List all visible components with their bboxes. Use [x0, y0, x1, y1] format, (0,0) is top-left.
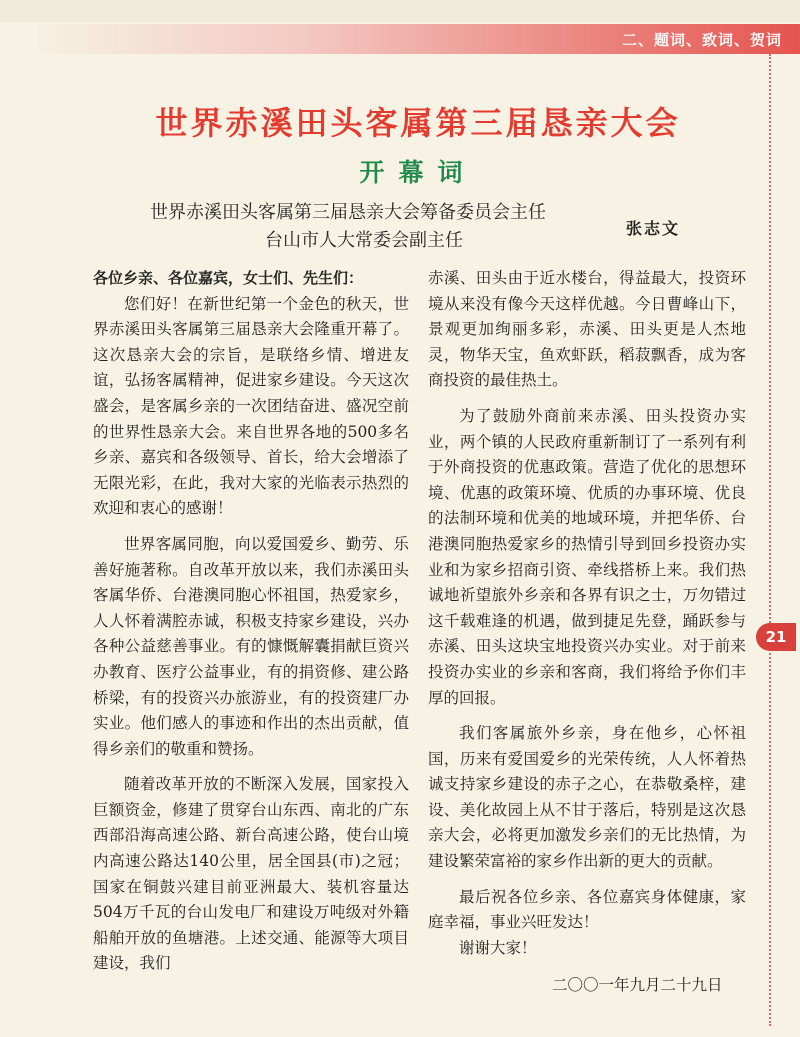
paragraph-1: 您们好！在新世纪第一个金色的秋天，世界赤溪田头客属第三届恳亲大会隆重开幕了。这次恳亲大会的宗旨，是联络乡情、增进友谊，弘扬客属精神，促进家乡建设。今天这次盛会，是客属乡亲的一次团结奋进、盛况空前的世界性恳亲大会。来自世界各地的500多名乡亲、嘉宾和各级领导、首长，给大会增添了无限光彩，在此，我对大家的光临表示热烈的欢迎和衷心的感谢！ — [93, 294, 409, 518]
section-label: 二、题词、致词、贺词 — [621, 31, 782, 49]
author-role-line-2: 台山市人大常委会副主任 — [265, 230, 463, 251]
salutation: 各位乡亲、各位嘉宾，女士们、先生们： — [93, 269, 364, 287]
page-subtitle: 开幕词 — [359, 158, 477, 187]
author-role-line-1: 世界赤溪田头客属第三届恳亲大会筹备委员会主任 — [150, 202, 546, 223]
page-title: 世界赤溪田头客属第三届恳亲大会 — [155, 104, 681, 142]
closing-thanks: 谢谢大家！ — [459, 938, 537, 957]
left-column — [93, 266, 409, 977]
top-strip — [0, 0, 800, 22]
paragraph-4: 为了鼓励外商前来赤溪、田头投资办实业，两个镇的人民政府重新制订了一系列有利于外商投资的优惠政策。营造了优化的思想环境、优惠的政策环境、优质的办事环境、优良的法制环境和优美的地域环境，并把华侨、台港澳同胞热爱家乡的热情引导到回乡投资办实业和为家乡招商引资、牵线搭桥上来。我们热诚地祈望旅外乡亲和各界有识之士，万勿错过这千载难逢的机遇，做到捷足先登，踊跃参与赤溪、田头这块宝地投资兴办实业。对于前来投资办实业的乡亲和客商，我们将给予你们丰厚的回报。 — [428, 406, 746, 707]
dotted-divider — [769, 54, 771, 1026]
speech-date: 二〇〇一年九月二十九日 — [552, 976, 723, 994]
author-name: 张志文 — [626, 219, 681, 238]
paragraph-5: 我们客属旅外乡亲，身在他乡，心怀祖国，历来有爱国爱乡的光荣传统，人人怀着热诚支持家乡建设的赤子之心，在恭敬桑梓，建设、美化故园上从不甘于落后，特别是这次恳亲大会，必将更加激发乡亲们的无比热情，为建设繁荣富裕的家乡作出新的更大的贡献。 — [428, 724, 746, 871]
paragraph-3-continued: 赤溪、田头由于近水楼台，得益最大，投资环境从来没有像今天这样优越。今日曹峰山下，景观更加绚丽多彩，赤溪、田头更是人杰地灵，物华天宝，鱼欢虾跃，稻菽飘香，成为客商投资的最佳热土。 — [428, 269, 746, 390]
paragraph-6: 最后祝各位乡亲、各位嘉宾身体健康，家庭幸福，事业兴旺发达！ — [428, 887, 746, 932]
paragraph-2: 世界客属同胞，向以爱国爱乡、勤劳、乐善好施著称。自改革开放以来，我们赤溪田头客属华侨、台港澳同胞心怀祖国，热爱家乡，人人怀着满腔赤诚，积极支持家乡建设，兴办各种公益慈善事业。有的慷慨解囊捐献巨资兴办教育、医疗公益事业，有的捐资修、建公路桥梁，有的投资兴办旅游业，有的投资建厂办实业。他们感人的事迹和作出的杰出贡献，值得乡亲们的敬重和赞扬。 — [93, 534, 409, 758]
right-column — [428, 266, 746, 961]
paragraph-3: 随着改革开放的不断深入发展，国家投入巨额资金，修建了贯穿台山东西、南北的广东西部沿海高速公路、新台高速公路，使台山境内高速公路达140公里，居全国县(市)之冠；国家在铜鼓兴建目前亚洲最大、装机容量达504万千瓦的台山发电厂和建设万吨级对外籍船舶开放的鱼塘港。上述交通、能源等大项目建设，我们 — [93, 775, 409, 973]
page-number-badge: 21 — [756, 623, 796, 651]
section-header-bar — [36, 24, 800, 54]
